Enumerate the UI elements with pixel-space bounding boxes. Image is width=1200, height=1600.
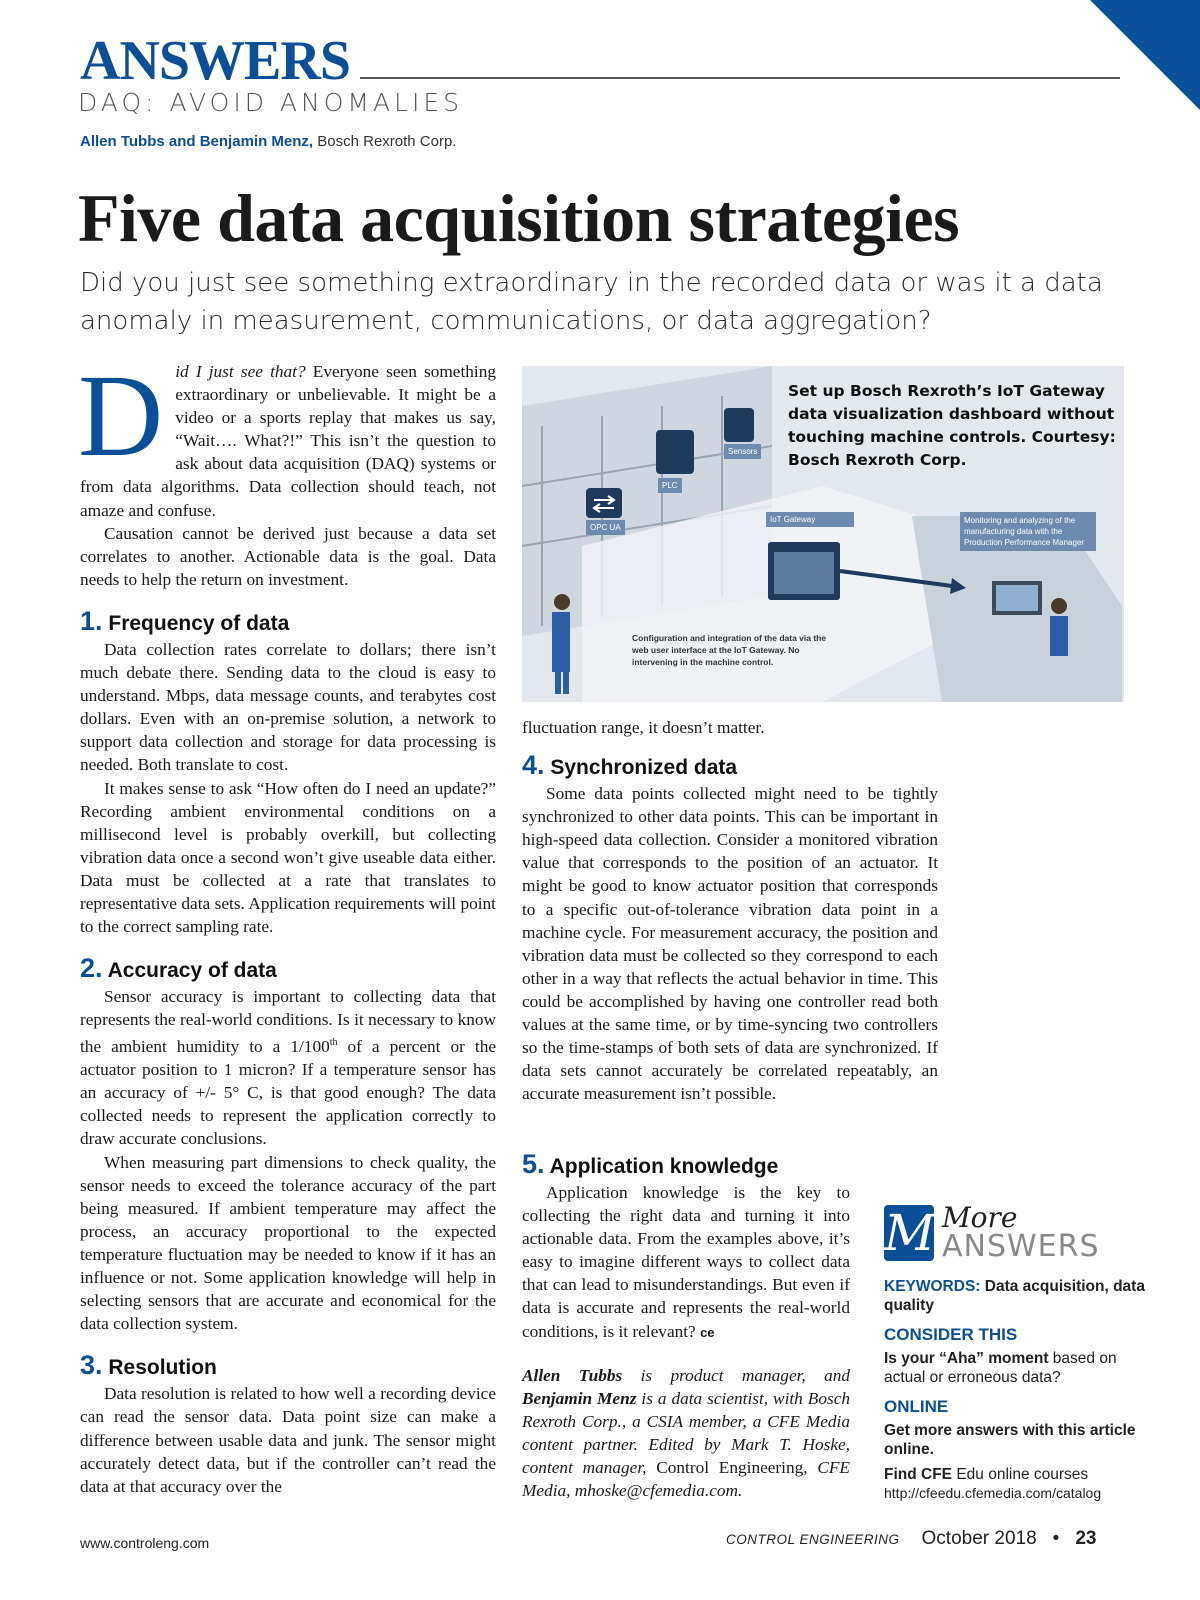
intro-text: Everyone seen something extraordinary or unbelievable. It might be a video or a sports replay that makes us say, “Wait…. What?!” This isn’t the question to ask about data acquisition (DAQ) systems or from data algorithms. Data collection should teach, not amaze and confuse. [80, 362, 496, 520]
corner-tab [1090, 0, 1200, 110]
section-2-text-b: of a percent or the actuator position to 1 micron? If a temperature sensor has an accuracy of +/- 5° C, is that good enough? The data collected needs to represent the application correctly to draw accurate conclusions. [80, 1037, 496, 1149]
keywords-text: Data acquisition, data quality [884, 1278, 1145, 1314]
page-number: 23 [1075, 1528, 1097, 1549]
figure-caption: Set up Bosch Rexroth’s IoT Gateway data visualization dashboard without touching machine controls. Courtesy: Bosch Rexroth Corp. [788, 382, 1116, 469]
section-4-number: 4. [522, 750, 545, 781]
consider-heading: CONSIDER THIS [884, 1325, 1018, 1344]
end-mark: ce [700, 1324, 715, 1340]
section-4-title: Synchronized data [550, 756, 738, 780]
catalog-link[interactable]: http://cfeedu.cfemedia.com/catalog [884, 1485, 1102, 1501]
keywords [884, 1277, 1154, 1315]
intro-paragraph [78, 350, 496, 522]
section-5-title: Application knowledge [549, 1155, 779, 1178]
online-heading: ONLINE [884, 1397, 949, 1416]
logo-answers: ANSWERS [942, 1229, 1100, 1264]
section-1-paragraph: Data collection rates correlate to dollars; there isn’t much debate there. Sending data to the cloud is easy to understand. Mbps, data message counts, and terabytes cost dollars. Even with an on-premise solution, a network to support data collection and storage for data processing is needed. Both translate to cost. [80, 639, 496, 775]
author-bio [522, 1364, 850, 1503]
section-3-continued: fluctuation range, it doesn’t matter. [522, 718, 765, 737]
label-iot-gateway: IoT Gateway [766, 512, 854, 527]
section-2-number: 2. [80, 953, 103, 984]
label-sensors: Sensors [724, 444, 761, 459]
drop-cap: D [78, 350, 164, 481]
section-1-heading [80, 607, 496, 638]
byline-org: Bosch Rexroth Corp. [317, 133, 457, 150]
section-5-heading [522, 1150, 850, 1181]
more-answers-logo [884, 1201, 1154, 1264]
footer-folio [726, 1528, 1126, 1550]
section-2-heading [80, 954, 496, 985]
consider-rest: based on actual or erroneous data? [884, 1350, 1117, 1386]
label-configuration: Configuration and integration of the data via the web user interface at the IoT Gateway. No intervening in the machine control. [632, 633, 827, 667]
find-courses [884, 1465, 1154, 1484]
section-3-paragraph: Data resolution is related to how well a recording device can read the sensor data. Data point size can make a difference between usable data and junk. The sensor might accurately detect data, but if the controller can’t read the data at that accuracy over the [80, 1384, 496, 1496]
footer-website[interactable]: www.controleng.com [80, 1535, 210, 1551]
bio-text-2: is a data scientist, with Bosch Rexroth Corp., a CSIA member, a CFE Media content partner. Edited by Mark T. Hoske, content manager, [522, 1388, 850, 1478]
column-2-lower [522, 1150, 850, 1502]
consider-bold: Is your “Aha” moment [884, 1350, 1049, 1367]
more-answers-sidebar [884, 1201, 1154, 1503]
online-text: Get more answers with this article online. [884, 1422, 1136, 1458]
deck: Did you just see something extraordinary in the recorded data or was it a data anomaly in measurement, communications, or data aggregation? [80, 268, 1103, 336]
find-bold: Find CFE [884, 1466, 953, 1483]
footer-magazine: CONTROL ENGINEERING [726, 1532, 900, 1547]
bio-publication: Control Engineering [656, 1458, 804, 1478]
section-1-paragraph: It makes sense to ask “How often do I need an update?” Recording ambient environmental conditions on a millisecond level is probably overkill, but collecting vibration data once a second won’t give useable data either. Data must be collected at a rate that translates to representative data sets. Application requirements will point to the correct sampling rate. [80, 778, 496, 937]
bio-name-2: Benjamin Menz [522, 1388, 637, 1408]
section-1-title: Frequency of data [108, 611, 290, 635]
footer-bullet: • [1052, 1528, 1060, 1549]
intro-lead: id I just see that? [175, 362, 306, 381]
bio-text-3: , CFE Media, mhoske@cfemedia.com. [522, 1458, 850, 1501]
section-3-heading [80, 1351, 496, 1382]
section-1-number: 1. [80, 605, 103, 636]
section-5-paragraph [522, 1181, 850, 1344]
consider-text [884, 1349, 1154, 1387]
section-2-paragraph [80, 985, 496, 1150]
logo-more: More [942, 1201, 1018, 1234]
bio-text-1: is product manager, and [622, 1365, 850, 1385]
column-1 [78, 350, 496, 1498]
section-3-number: 3. [80, 1350, 103, 1381]
footer-date: October 2018 [921, 1528, 1037, 1549]
section-label: ANSWERS [80, 30, 350, 92]
keywords-label: KEYWORDS: [884, 1278, 981, 1295]
label-plc: PLC [658, 478, 682, 493]
label-monitoring: Monitoring and analyzing of the manufacturing data with the Production Performance Manager [960, 512, 1096, 551]
column-2 [522, 716, 938, 1105]
section-3-title: Resolution [108, 1356, 217, 1380]
byline [80, 133, 456, 150]
section-4-paragraph: Some data points collected might need to be tightly synchronized to other data points. This can be important in high-speed data collection. Consider a monitored vibration value that corresponds to the position of an actuator. It might be good to know actuator position that corresponds to a specific out-of-tolerance vibration data point in a machine cycle. For measurement accuracy, the position and vibration data must be collected so they correspond to each other in a way that reflects the actual behavior in time. This could be accomplished by having one controller read both values at the same time, or by time-syncing two controllers so the time-stamps of both sets of data are synchronized. If data sets cannot accurately be correlated repeatably, an accurate measurement isn’t possible. [522, 784, 938, 1104]
bio-name-1: Allen Tubbs [522, 1365, 623, 1385]
section-5-number: 5. [522, 1149, 545, 1179]
header-rule [360, 77, 1120, 79]
kicker: DAQ: AVOID ANOMALIES [78, 88, 464, 117]
headline: Five data acquisition strategies [78, 180, 960, 256]
m-logo-icon: M [884, 1204, 936, 1262]
byline-authors: Allen Tubbs and Benjamin Menz, [80, 133, 314, 150]
section-2-title: Accuracy of data [107, 959, 277, 983]
section-2-text-a: Sensor accuracy is important to collecting data that represents the real-world conditions. Is it necessary to know the ambient humidity to a 1/100 [80, 987, 496, 1057]
section-5-text: Application knowledge is the key to collecting the right data and turning it into actionable data. From the examples above, it’s easy to imagine different ways to collect data that can lead to misunderstandings. But even if data is accurate and represents the real-world conditions, is it relevant? [522, 1183, 850, 1341]
section-4-heading [522, 751, 938, 782]
label-opcua: OPC UA [586, 520, 625, 535]
superscript: th [329, 1037, 338, 1049]
section-2-paragraph: When measuring part dimensions to check quality, the sensor needs to exceed the tolerance accuracy of the part being measured. If ambient temperature may affect the process, an accuracy proportional to the expected temperature fluctuation may be needed to know if it has an influence or not. Some application knowledge will help in selecting sensors that are accurate and economical for the data collection system. [80, 1152, 496, 1334]
intro-paragraph-2: Causation cannot be derived just because a data set correlates to another. Actionable data is the goal. Data needs to help the return on investment. [80, 523, 496, 589]
figure-iot-gateway [522, 366, 1124, 702]
find-rest: Edu online courses [952, 1466, 1089, 1483]
